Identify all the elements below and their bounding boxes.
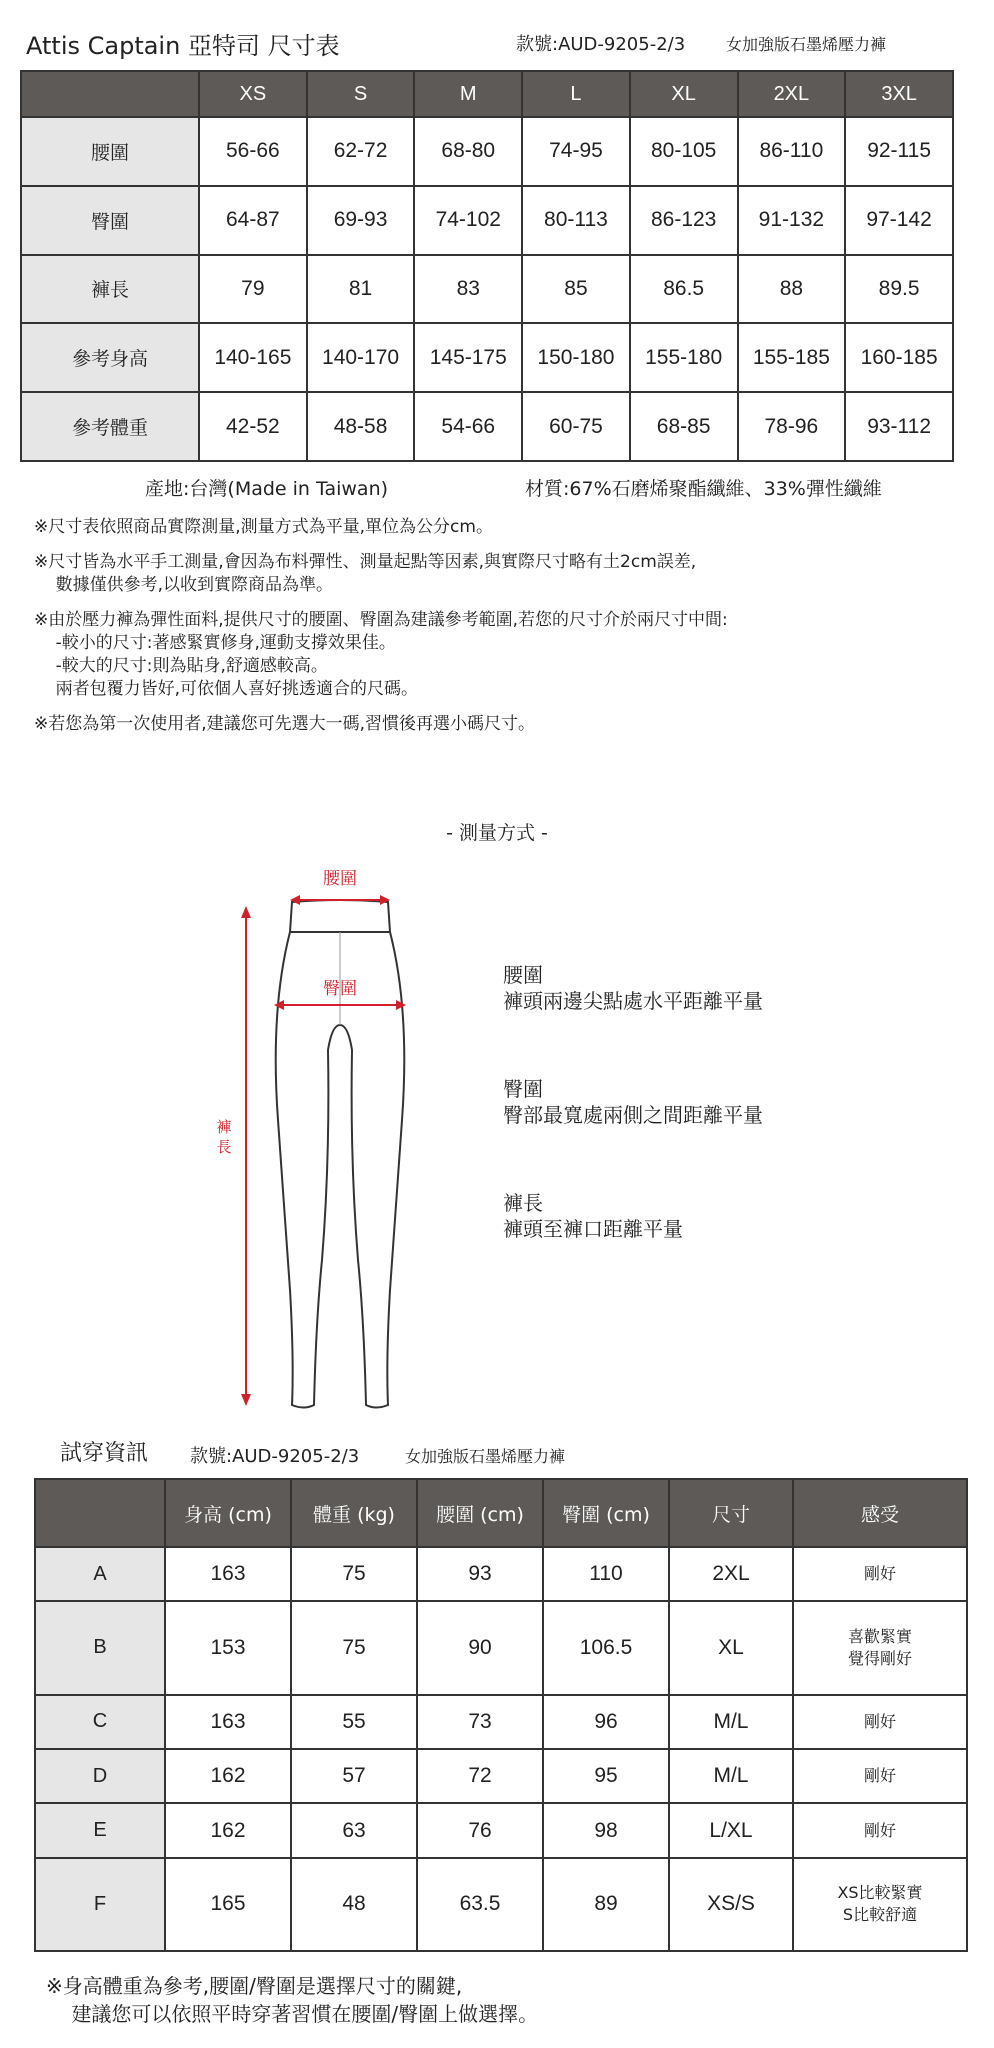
size-header-2xl: 2XL xyxy=(738,71,846,117)
fit-row-label: D xyxy=(35,1749,165,1803)
row-label: 參考身高 xyxy=(21,323,199,392)
waist-desc-block xyxy=(503,962,763,1014)
fit-cell-size: L/XL xyxy=(669,1803,793,1857)
waist-desc-title: 腰圍 xyxy=(503,963,543,987)
size-cell: 74-102 xyxy=(414,186,522,255)
product-code: 款號:AUD-9205-2/3 xyxy=(516,34,686,55)
size-cell: 42-52 xyxy=(199,392,307,461)
fit-cell-size: M/L xyxy=(669,1749,793,1803)
row-label: 臀圍 xyxy=(21,186,199,255)
notes-section xyxy=(34,516,964,746)
fit-row xyxy=(35,1749,967,1803)
fit-cell-hip: 110 xyxy=(543,1547,669,1601)
hip-label: 臀圍 xyxy=(323,979,357,999)
size-header-corner xyxy=(21,71,199,117)
size-row-hip xyxy=(21,186,953,255)
fit-cell-waist: 63.5 xyxy=(417,1858,543,1951)
fit-row-label: B xyxy=(35,1601,165,1694)
fit-row xyxy=(35,1858,967,1951)
fit-cell-feel: 剛好 xyxy=(793,1695,967,1749)
fit-header-feel: 感受 xyxy=(793,1479,967,1547)
size-cell: 60-75 xyxy=(522,392,630,461)
size-cell: 93-112 xyxy=(845,392,953,461)
material-text: 材質:67%石磨烯聚酯纖維、33%彈性纖維 xyxy=(525,478,882,500)
size-header-xl: XL xyxy=(630,71,738,117)
fit-cell-waist: 73 xyxy=(417,1695,543,1749)
fit-row-label: C xyxy=(35,1695,165,1749)
trial-product-code: 款號:AUD-9205-2/3 xyxy=(190,1446,360,1467)
fit-cell-weight: 57 xyxy=(291,1749,417,1803)
note-item: ※若您為第一次使用者,建議您可先選大一碼,習慣後再選小碼尺寸。 xyxy=(34,714,536,734)
fit-cell-height: 165 xyxy=(165,1858,291,1951)
waist-desc-text: 褲頭兩邊尖點處水平距離平量 xyxy=(503,989,763,1013)
size-cell: 155-180 xyxy=(630,323,738,392)
fit-cell-height: 162 xyxy=(165,1749,291,1803)
fit-header-weight: 體重 (kg) xyxy=(291,1479,417,1547)
fit-cell-feel: XS比較緊實 S比較舒適 xyxy=(793,1858,967,1951)
product-name: 女加強版石墨烯壓力褲 xyxy=(726,35,887,54)
size-cell: 92-115 xyxy=(845,117,953,186)
fit-cell-height: 162 xyxy=(165,1803,291,1857)
size-cell: 74-95 xyxy=(522,117,630,186)
fit-header-corner xyxy=(35,1479,165,1547)
leggings-diagram xyxy=(190,860,430,1420)
fit-row xyxy=(35,1695,967,1749)
size-cell: 81 xyxy=(307,255,415,324)
size-cell: 54-66 xyxy=(414,392,522,461)
fit-cell-height: 163 xyxy=(165,1695,291,1749)
size-cell: 88 xyxy=(738,255,846,324)
fit-cell-feel: 剛好 xyxy=(793,1803,967,1857)
size-cell: 79 xyxy=(199,255,307,324)
measure-title: - 測量方式 - xyxy=(446,822,548,844)
fit-cell-waist: 93 xyxy=(417,1547,543,1601)
fit-cell-weight: 63 xyxy=(291,1803,417,1857)
size-header-s: S xyxy=(307,71,415,117)
size-cell: 140-170 xyxy=(307,323,415,392)
size-table xyxy=(20,70,954,462)
fit-header-hip: 臀圍 (cm) xyxy=(543,1479,669,1547)
fit-cell-weight: 55 xyxy=(291,1695,417,1749)
length-arrowhead-bottom xyxy=(241,1394,251,1406)
fit-header-waist: 腰圍 (cm) xyxy=(417,1479,543,1547)
size-cell: 80-105 xyxy=(630,117,738,186)
size-cell: 150-180 xyxy=(522,323,630,392)
length-desc-title: 褲長 xyxy=(503,1191,543,1215)
fit-cell-waist: 72 xyxy=(417,1749,543,1803)
size-header-xs: XS xyxy=(199,71,307,117)
fit-header-row xyxy=(35,1479,967,1547)
fit-cell-size: XS/S xyxy=(669,1858,793,1951)
size-cell: 97-142 xyxy=(845,186,953,255)
size-header-3xl: 3XL xyxy=(845,71,953,117)
brand-title: Attis Captain 亞特司 尺寸表 xyxy=(26,32,340,60)
size-cell: 140-165 xyxy=(199,323,307,392)
hip-desc-block xyxy=(503,1076,763,1128)
size-cell: 86-110 xyxy=(738,117,846,186)
fit-cell-size: XL xyxy=(669,1601,793,1694)
trial-title: 試穿資訊 xyxy=(60,1441,149,1466)
size-cell: 155-185 xyxy=(738,323,846,392)
fit-cell-hip: 95 xyxy=(543,1749,669,1803)
length-arrowhead-top xyxy=(241,906,251,918)
fit-cell-height: 163 xyxy=(165,1547,291,1601)
fit-cell-weight: 75 xyxy=(291,1601,417,1694)
trial-product-name: 女加強版石墨烯壓力褲 xyxy=(405,1447,566,1466)
size-header-row xyxy=(21,71,953,117)
fit-cell-hip: 89 xyxy=(543,1858,669,1951)
note-item: ※尺寸皆為水平手工測量,會因為布料彈性、測量起點等因素,與實際尺寸略有土2cm誤差, 數據僅供參考,以收到實際商品為準。 xyxy=(34,552,697,595)
hip-desc-text: 臀部最寬處兩側之間距離平量 xyxy=(503,1103,763,1127)
size-row-weight xyxy=(21,392,953,461)
size-cell: 85 xyxy=(522,255,630,324)
size-cell: 69-93 xyxy=(307,186,415,255)
fit-cell-hip: 106.5 xyxy=(543,1601,669,1694)
fit-cell-feel: 剛好 xyxy=(793,1547,967,1601)
size-cell: 83 xyxy=(414,255,522,324)
row-label: 腰圍 xyxy=(21,117,199,186)
fit-cell-waist: 90 xyxy=(417,1601,543,1694)
size-cell: 62-72 xyxy=(307,117,415,186)
fit-cell-feel: 剛好 xyxy=(793,1749,967,1803)
fit-table xyxy=(34,1478,968,1952)
size-cell: 86.5 xyxy=(630,255,738,324)
page-header xyxy=(26,26,976,66)
origin-text: 產地:台灣(Made in Taiwan) xyxy=(145,478,389,500)
size-cell: 160-185 xyxy=(845,323,953,392)
fit-row xyxy=(35,1547,967,1601)
size-cell: 64-87 xyxy=(199,186,307,255)
fit-row-label: A xyxy=(35,1547,165,1601)
fit-cell-waist: 76 xyxy=(417,1803,543,1857)
length-label-1: 褲 xyxy=(216,1118,232,1136)
size-cell: 145-175 xyxy=(414,323,522,392)
size-cell: 91-132 xyxy=(738,186,846,255)
fit-cell-weight: 48 xyxy=(291,1858,417,1951)
size-header-l: L xyxy=(522,71,630,117)
fit-row xyxy=(35,1803,967,1857)
fit-cell-size: 2XL xyxy=(669,1547,793,1601)
fit-cell-hip: 96 xyxy=(543,1695,669,1749)
fit-cell-size: M/L xyxy=(669,1695,793,1749)
size-row-length xyxy=(21,255,953,324)
size-cell: 80-113 xyxy=(522,186,630,255)
fit-row-label: E xyxy=(35,1803,165,1857)
size-cell: 68-85 xyxy=(630,392,738,461)
row-label: 褲長 xyxy=(21,255,199,324)
fit-cell-feel: 喜歡緊實 覺得剛好 xyxy=(793,1601,967,1694)
waist-label: 腰圍 xyxy=(323,869,357,889)
size-cell: 68-80 xyxy=(414,117,522,186)
size-row-waist xyxy=(21,117,953,186)
size-cell: 89.5 xyxy=(845,255,953,324)
footer-note: ※身高體重為參考,腰圍/臀圍是選擇尺寸的關鍵, 建議您可以依照平時穿著習慣在腰圍/臀圍上做選擇。 xyxy=(46,1974,539,2026)
size-row-height xyxy=(21,323,953,392)
size-cell: 78-96 xyxy=(738,392,846,461)
fit-header-size: 尺寸 xyxy=(669,1479,793,1547)
fit-cell-hip: 98 xyxy=(543,1803,669,1857)
size-header-m: M xyxy=(414,71,522,117)
size-cell: 48-58 xyxy=(307,392,415,461)
note-item: ※由於壓力褲為彈性面料,提供尺寸的腰圍、臀圍為建議參考範圍,若您的尺寸介於兩尺寸中間: -較小的尺寸:著感緊實修身,運動支撐效果佳。 -較大的尺寸:則為貼身,舒適感較高。 兩者包覆力皆好,可依個人喜好挑透適合的尺碼。 xyxy=(34,610,728,699)
row-label: 參考體重 xyxy=(21,392,199,461)
note-item: ※尺寸表依照商品實際測量,測量方式為平量,單位為公分cm。 xyxy=(34,517,493,537)
fit-header-height: 身高 (cm) xyxy=(165,1479,291,1547)
fit-cell-weight: 75 xyxy=(291,1547,417,1601)
length-label-2: 長 xyxy=(216,1138,232,1156)
hip-desc-title: 臀圍 xyxy=(503,1077,543,1101)
size-cell: 86-123 xyxy=(630,186,738,255)
size-cell: 56-66 xyxy=(199,117,307,186)
length-desc-block xyxy=(503,1190,683,1242)
length-desc-text: 褲頭至褲口距離平量 xyxy=(503,1217,683,1241)
fit-row-label: F xyxy=(35,1858,165,1951)
fit-row xyxy=(35,1601,967,1694)
fit-cell-height: 153 xyxy=(165,1601,291,1694)
